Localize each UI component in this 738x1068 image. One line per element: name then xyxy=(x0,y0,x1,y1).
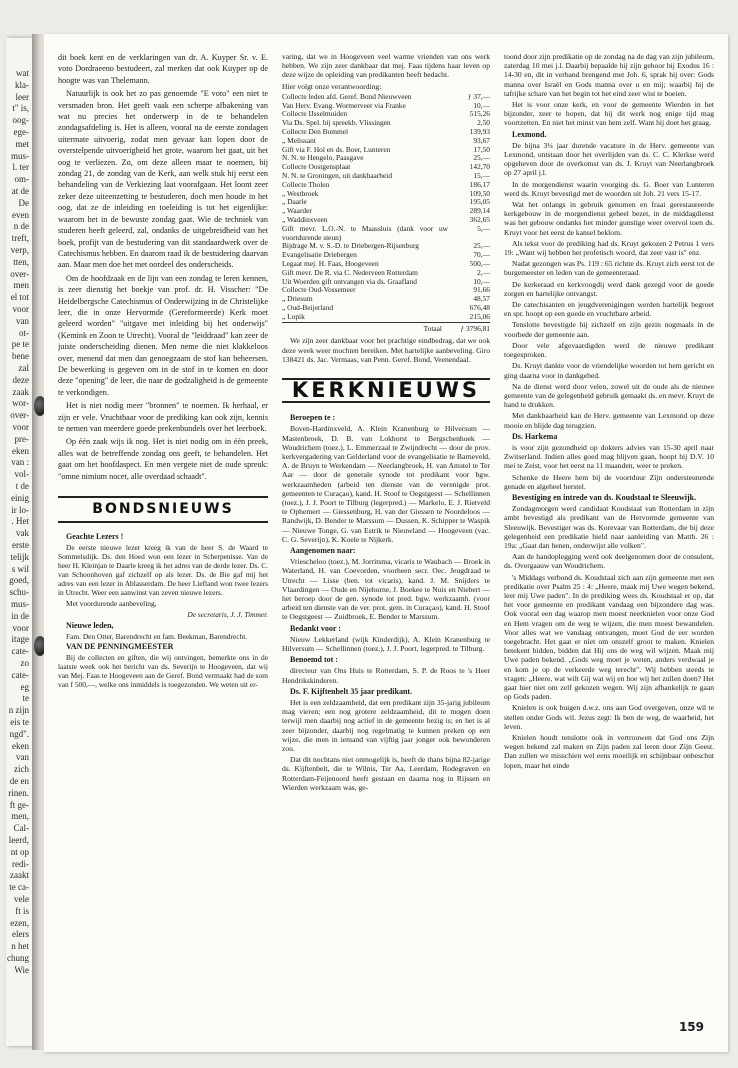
ledger-label: Bijdrage M. v. S.-D. te Driebergen-Rijsenburg xyxy=(282,241,419,251)
paragraph: Schenke de Heere hem bij de voortduur Zijn ondersteunende genade en algeheel herstel. xyxy=(504,472,714,491)
previous-page-text-fragment: voor xyxy=(12,622,29,633)
previous-page-text-fragment: kla- xyxy=(15,79,29,90)
signature: De secretaris, J. J. Timmer. xyxy=(187,609,268,619)
previous-page-text-fragment: met xyxy=(15,138,29,149)
previous-page-edge xyxy=(6,38,32,1046)
ledger-label: Evangelisatie Driebergen xyxy=(282,250,357,260)
previous-page-text-fragment: zo xyxy=(20,658,29,668)
previous-page-text-fragment: nt op xyxy=(10,846,29,857)
ledger-label: Collecte Oud-Vossemeer xyxy=(282,285,356,295)
ledger-label: Collecte Tholen xyxy=(282,179,330,189)
ledger-label: „ Waddinxveen xyxy=(282,214,328,224)
ledger-amount: 362,65 xyxy=(469,214,490,224)
previous-page-text-fragment: zaak xyxy=(12,386,29,397)
previous-page-text-fragment: leerd, xyxy=(8,835,29,845)
ledger-amount: 10,— xyxy=(473,276,490,286)
paragraph: Door vele afgevaardigden werd de nieuwe predikant toegesproken. xyxy=(504,340,714,360)
previous-page-text-fragment: om- xyxy=(14,174,29,185)
previous-page-text-fragment: cate- xyxy=(11,669,29,680)
ledger-amount: 93,67 xyxy=(473,135,490,145)
ledger-label: Via Ds. Spel. bij spreekb. Vlissingen xyxy=(282,118,391,128)
previous-page-text-fragment: schu- xyxy=(9,587,29,598)
previous-page-text-fragment: te xyxy=(22,693,29,704)
ledger-label: Uit Woerden gift ontvangen via ds. Graafland xyxy=(282,276,417,286)
ledger-row xyxy=(282,286,490,295)
previous-page-text-fragment: in de xyxy=(11,610,29,621)
ledger-label: „ Oud-Beijerland xyxy=(282,302,334,312)
previous-page-text-fragment: redi- xyxy=(12,858,29,869)
paragraph: Met dankbaarheid kan de Herv. gemeente van Lexmond op deze mooie en blijde dag terugzien. xyxy=(504,411,714,430)
ledger-amount: 25,— xyxy=(473,153,490,163)
benoemd-heading: Benoemd tot : xyxy=(290,655,338,665)
column-1 xyxy=(58,52,268,992)
penningmeester-heading: VAN DE PENNINGMEESTER xyxy=(66,642,174,652)
previous-page-text-fragment: t de xyxy=(15,481,29,491)
paragraph: Na de dienst werd door velen, zowel uit de oude als de nieuwe gemeente van de gelegenheid gebruik gemaakt ds. en mevr. Kruyt de hand te drukken. xyxy=(504,381,714,410)
previous-page-text-fragment: van xyxy=(16,315,29,326)
ledger-amount: 2,— xyxy=(477,267,490,277)
previous-page-text-fragment: zich xyxy=(14,764,29,775)
previous-page-text-fragment: eken xyxy=(12,445,29,456)
kerknieuws-heading: KERKNIEUWS xyxy=(282,378,490,403)
paragraph: Het is niet nodig meer "bronnen" te noemen. Ik herhaal, er zijn er vele. Vruchtbaar voor de prediking kan ook zijn, kennis te nemen van meerdere goede prekenbundels over het leerboek. xyxy=(58,401,268,433)
previous-page-text-fragment: chung xyxy=(7,953,29,963)
paragraph: Als tekst voor de prediking had ds. Kruyt gekozen 2 Petrus 1 vers 19: „Want wij hebben het profetisch woord, dat zeer vast is" enz. xyxy=(504,238,714,258)
ledger-label: Van Herv. Evang. Wormerveer via Franke xyxy=(282,100,406,110)
previous-page-text-fragment: oog- xyxy=(12,115,29,126)
previous-page-text-fragment: voor xyxy=(12,422,29,432)
previous-page-text-fragment: bene xyxy=(12,351,29,362)
bondsnieuws-heading: BONDSNIEUWS xyxy=(58,496,268,523)
paragraph: is voor zijn gezondheid op dokters advies van 15-30 april naar Zwitserland. Indien alles goed mag blijven gaan, hoopt hij D.V. 10 mei te Zeist, voor het eerst na 11 maanden, weer te preken. xyxy=(504,442,714,471)
ledger-amount: 10,— xyxy=(473,100,490,110)
paragraph: Natuurlijk is ook het zo pas genoemde "E voto" een niet te versmaden bron. Het geeft vaak een scherpe afbakening van wat nu precies het onderwerp in de te behandelen zondagsafdeling is. Het is alleen, vooral na de eerste zondagen uitermate uitvoerig, zodat men gevaar kan lopen door de overstelpende uitvoerigheid het grote, waarom het gaat, uit het oog te verliezen. Zo, om deze alleen maar te noemen, bij zondag 21, de zondag van de Kerk, aan welk stuk hij eerst een behandeling van de Verkiezing laat voorafgaan. Het loont zeer zeker deze uiteenzetting te bestuderen, doch men houde in het oog, dat ze de inleiding en toeleiding is tot het eigenlijke: waarom het in de bewuste zondag gaat. Wie de techniek van studeren heeft geleerd, zal, ondanks de uitgebreidheid van het boek, profijt van de bestudering van dit standaardwerk over de Catechismus hebben. En daarom raad ik de bestudering daarvan aan. Maar men doe het met oordeel des onderscheids. xyxy=(58,89,268,270)
previous-page-text-fragment: n zijn xyxy=(8,705,29,716)
paragraph: Knielen is ook buigen d.w.z. ons aan God overgeven, onze wil te stellen onder Gods wil. Jezus zegt: Ik ben de weg, de waarheid, het leven. xyxy=(504,703,714,731)
ledger-label: „ Driesum xyxy=(282,294,313,304)
nieuwe-leden-heading: Nieuwe leden, xyxy=(66,620,114,630)
previous-page-text-fragment: ft is xyxy=(15,905,29,916)
paragraph: Op één zaak wijs ik nog. Het is niet nodig om in één preek, alles wat de betreffende zondag ons geeft, te behandelen. Het gaat om het hoofdaspect. En men vergete niet de oude spreuk: "omne nimium nocet, alle overdaad schaadt". xyxy=(58,437,268,481)
ledger-label: „ Melissant xyxy=(282,135,316,145)
previous-page-text-fragment: s wil xyxy=(11,563,29,574)
previous-page-text-fragment: einig xyxy=(11,492,29,503)
previous-page-text-fragment: ezen, xyxy=(10,917,29,928)
paragraph: Knielen houdt tenslotte ook in vertrouwen dat God ons Zijn wegen bekend zal maken en Zijn paden zal leren door Zijn Geest. Dan zullen we misschien wel eens moeilijk en schijnbaar onbeschut lopen, maar het einde xyxy=(504,733,714,770)
ledger-label: Collecte Den Bommel xyxy=(282,127,349,136)
paragraph: In de morgendienst waarin voorging ds. G. Boer van Lunteren werd ds. Kruyt bevestigd met de woorden uit Joh. 21 vers 15-17. xyxy=(504,179,714,198)
previous-page-text-fragment: zal xyxy=(18,363,29,373)
ledger-row xyxy=(282,190,490,199)
previous-page-text-fragment: over- xyxy=(10,410,29,421)
ledger-total-label: Totaal xyxy=(282,322,448,333)
previous-page-text-fragment: pe te xyxy=(11,339,29,350)
ledger-label: N. N. te Hengelo, Paasgave xyxy=(282,153,364,163)
paragraph: Bij de collecten en giften, die wij ontvingen, bemerkte ons in de laatste week ook het bericht van ds. Severijn te Hoogeveen, dat wij van Mej. Faas te Hoogeveen aan de Geref. Bond vermaakt had de som van f 500,—, welke ons inmiddels is toegezonden. We weten uit er- xyxy=(58,653,268,690)
previous-page-text-fragment: eis te xyxy=(10,717,29,727)
column-3 xyxy=(504,52,714,992)
ledger-amount: 17,50 xyxy=(473,144,490,154)
paragraph: De eerste nieuwe lezer kreeg ik van de heer S. de Waard te Sommelsdijk. Ds. den Hoed won een lezer in Scherpenisse. Van de heer H. Kleinjan te Daarle kreeg ik het adres van de derde lezer. Ds. C. van Schoonhoven gaf zichzelf op als lezer. Ds. de Bie gaf mij het adres van een lezer in Ablasserdam. De heer Liefland won twee lezers in Utrecht. Weer een aanwinst van zeven nieuwe lezers. xyxy=(58,543,268,597)
previous-page-text-fragment: voor xyxy=(12,304,29,314)
previous-page-text-fragment: vele xyxy=(14,894,29,904)
ledger-label: N. N. te Groningen, uit dankbaarheid xyxy=(282,170,393,180)
ledger-amount: 195,05 xyxy=(469,197,490,207)
previous-page-text-fragment: te ca- xyxy=(9,882,29,893)
previous-page-text-fragment: even xyxy=(12,209,29,220)
paragraph: dit boek kent en de verklaringen van dr. A. Kuyper Sr. v. E. voto Dordraeeno bestudeert, zal merken dat ook Kuyper op de hoogte was van Thelemann. xyxy=(58,53,268,85)
paragraph: directeur van Ons Huis te Rotterdam, S. P. de Roos te 's Heer Hendrikskinderen. xyxy=(282,666,490,685)
previous-page-text-fragment: deze xyxy=(12,374,29,385)
previous-page-text-fragment: eken xyxy=(12,740,29,751)
ledger-row xyxy=(282,225,490,243)
ledger-row xyxy=(282,198,490,207)
ledger-amount: 48,57 xyxy=(473,294,490,304)
ledger-label: Legaat mej. H. Faas, Hoogeveen xyxy=(282,258,379,268)
jubileum-heading: Ds. F. Kijftenbelt 35 jaar predikant. xyxy=(290,686,413,696)
previous-page-text-fragment: t" is, xyxy=(12,103,29,114)
previous-page-text-fragment: pre- xyxy=(14,433,29,444)
paragraph: Dat dit nochtans niet onmogelijk is, heeft de thans bijna 82-jarige ds. Kijftenbelt, die te Wilnis, Ter Aa, Leerdam, Rodegraven en Rotterdam-Feijenoord heeft gestaan en daarna nog in Rijssen en Wierden werkzaam was, ge- xyxy=(282,755,490,792)
previous-page-text-fragment: de en xyxy=(9,776,29,786)
paragraph: Zondagmorgen werd candidaat Koudstaal van Rotterdam in zijn ambt bevestigd als predikant van de Hervormde gemeente van Sleeuwijk. Bevestiger was ds. Korevaar van Rotterdam, die bij deze gelegenheid een predikatie hield naar aanleiding van Matth. 26 : 19a: „Gaat dan henen, onderwijst alle volken". xyxy=(504,504,714,550)
binding-gutter xyxy=(32,34,44,1050)
previous-page-text-fragment: mus- xyxy=(11,599,29,609)
paragraph: Het is een zeldzaamheid, dat een predikant zijn 35-jarig jubileum mag vieren; een nog grotere zeldzaamheid, dit te mogen doen terwijl men daarbij nog actief in de gemeente bezig is; en het is al zeer bijzonder, daarbij nog regelmatig te kunnen preken op een wijze, die men in iemand van vijftig jaar jonger ook bewonderen zou. xyxy=(282,698,490,754)
ledger-amount: 215,06 xyxy=(469,311,490,321)
aangenomen-heading: Aangenomen naar: xyxy=(290,545,356,555)
ledger-amount: 91,66 xyxy=(473,285,490,295)
previous-page-text-fragment: rinen. xyxy=(8,787,29,798)
previous-page-text-fragment: itage xyxy=(11,634,29,645)
ledger-amount: 289,14 xyxy=(469,206,490,216)
beroepen-heading: Beroepen te : xyxy=(290,413,336,423)
previous-page-text-fragment: wor- xyxy=(12,398,29,409)
paragraph: 's Middags verbond ds. Koudstaal zich aan zijn gemeente met een predikatie over Psalm 25 : 4: „Heere, maak mij Uwe wegen bekend, leer mij Uwe paden". In de prediking wees ds. Koudstaal er op, dat het voor gemeente en predikant vandaag een bijzondere dag was. Ook vooral een dag waarop men moest neerknielen voor onze God en Hem vragen om de weg te wijzen, die men moest bewandelen. Voor alles wat we vandaag ontvangen, moet God de eer worden toegebracht. Het gaat er niet om onszelf groot te maken. Knielen betekent bidden, bidden dat Hij ons de weg wil wijzen. Maak mij Uwe paden bekend. „Gods weg moet je weten, anders verdwaal je en kom je op de verkeerde weg terecht". Wij hebben steeds te vragen: „Heere, wat wilt Gij wat wij en hoe wij het zullen doen? Het gaat hier niet om zelf gekozen wegen. Wij zijn afhankelijk te gaan op Gods paden. xyxy=(504,572,714,702)
ledger-row xyxy=(282,313,490,322)
previous-page-text-fragment: l. ter xyxy=(12,162,29,173)
ledger-label: „ Lopik xyxy=(282,311,305,321)
ledger-amount: 15,— xyxy=(473,170,490,180)
bevestiging-heading: Bevestiging en intrede van ds. Koudstaal te Sleeuwijk. xyxy=(512,492,697,502)
ledger-amount: 139,93 xyxy=(469,127,490,136)
previous-page-text-fragment: men xyxy=(13,280,29,291)
ledger-amount: ƒ 37,— xyxy=(467,91,490,101)
ledger-amount: 500,— xyxy=(469,258,490,268)
previous-page-text-fragment: elers xyxy=(12,929,29,940)
ledger-amount: 70,— xyxy=(473,250,490,260)
previous-page-text-fragment: van : xyxy=(11,457,29,468)
paragraph: Ds. Kruyt dankte voor de vriendelijke woorden tot hem gericht en ging daarna voor in dankgebed. xyxy=(504,361,714,380)
previous-page-text-fragment: men, xyxy=(11,811,29,822)
ledger-amount: 515,26 xyxy=(469,109,490,119)
previous-page-text-fragment: ir lo- xyxy=(11,504,29,515)
previous-page-text-fragment: treft, xyxy=(11,233,29,244)
ledger-amount: 109,50 xyxy=(469,188,490,198)
previous-page-text-fragment: Wie xyxy=(14,964,29,975)
previous-page-text-fragment: ngd". xyxy=(9,728,29,739)
paragraph: Om de hoofdzaak en de lijn van een zondag te leren kennen, is zeer dienstig het boekje van prof. dr. H. Visscher: "De Heidelbergsche Catechismus of Onderwijzing in de Christelijke leer, die in onze Hervormde (Gereformeerde) Kerk moet geleerd worden" "uitgave met inleiding bij het onderwijs" (Kemink en Zoon te Utrecht). Vooral de "leiddraad" kan zeer de juiste onderscheiding dienen. Men neme die niet klakkeloos over, menend dat men dan genoegzaam de stof kan beheersen. De bewerking is gegeven om in de stof in te komen en door deze "opening" de leer, die naar de godzaligheid is de gemeente te verkondigen. xyxy=(58,273,268,397)
ledger-total-amount: ƒ 3796,81 xyxy=(448,322,490,333)
lexmond-heading: Lexmond. xyxy=(512,129,547,139)
paragraph: De catechisanten en jeugdverenigingen werden hartelijk begroet en spr. hoopt op een goede en vruchtbare arbeid. xyxy=(504,300,714,319)
previous-page-text-fragment: el tot xyxy=(10,292,29,303)
previous-page-text-fragment: wat xyxy=(16,68,29,78)
paragraph: Tenslotte bevestigde hij zichzelf en zijn gezin nogmaals in de voorbede der gemeente aan. xyxy=(504,320,714,339)
previous-page-text-fragment: leer xyxy=(15,91,29,102)
harkema-heading: Ds. Harkema xyxy=(512,431,558,441)
ledger-table xyxy=(282,93,490,334)
closing-line: Met voordurende aanbeveling, xyxy=(66,598,157,608)
previous-page-text-fragment: cate- xyxy=(11,646,29,657)
previous-page-text-fragment: eg xyxy=(20,681,29,692)
previous-page-text-fragment: ot- xyxy=(19,327,29,338)
ledger-row xyxy=(282,304,490,313)
ledger-label: Collecte leden afd. Geref. Bond Nieuwveen xyxy=(282,91,412,101)
paragraph: toond door zijn predikatie op de zondag na de dag van zijn jubileum, zaterdag 10 mei j.l. Daarbij bepaalde hij zijn gehoor bij Exodus 16 : 14-30 en, dit in verband brengend met Joh. 6, sprak hij over: Gods manna over Israël en Gods manna over u en mij; waarbij hij de tafrijke schare van het begin tot het eind zeer wist te boeien. xyxy=(504,52,714,98)
paragraph: De bijna 3¼ jaar durende vacature in de Herv. gemeente van Lexmond, ontstaan door het overlijden van ds. C. C. Klerkse werd opgeheven door de overkomst van ds. J. Kruyt van Neerlangbroek op 27 april j.l. xyxy=(504,140,714,178)
ledger-label: Collecte IJsselmuiden xyxy=(282,109,348,119)
previous-page-text-fragment: ft ge- xyxy=(9,799,29,810)
previous-page-text-fragment: n het xyxy=(11,941,29,952)
ledger-amount: 142,70 xyxy=(469,162,490,172)
previous-page-text-fragment: ege- xyxy=(13,127,29,137)
previous-page-text-fragment: tten, xyxy=(13,256,29,267)
paragraph: Nadat gezongen was Ps. 119 : 65 richtte ds. Kruyt zich eerst tot de burgemeester en leden van de gemeenteraad. xyxy=(504,259,714,278)
column-2 xyxy=(282,52,490,992)
previous-page-text-fragment: n de xyxy=(13,221,29,232)
previous-page-text-fragment: erste xyxy=(12,540,29,550)
paragraph: varing, dat we in Hoogeveen veel warme vrienden van ons werk hebben. We zijn zeer dankbaar dat mej. Faas tijdens haar leven op deze wijze de opleiding van predikanten heeft bedacht. xyxy=(282,52,490,80)
ledger-amount: 186,17 xyxy=(469,179,490,189)
paragraph: Nieuw Lekkerland (wijk Kinderdijk), A. Klein Kranenburg te Hilversum — Schellinnen (toez.), J. J. Poort, legerpred. te Tilburg. xyxy=(282,634,490,654)
previous-page-text-fragment: . Het xyxy=(11,516,29,527)
previous-page-text-fragment: verp, xyxy=(10,245,29,255)
ledger-label: Gift mevr. L.O.-N. te Maassluis (dank voor uw voortdurende steun) xyxy=(282,223,448,242)
paragraph: Het is voor onze kerk, en voor de gemeente Wierden in het bijzonder, zeer te hopen, dat hij dit werk nog enige tijd mag voortzetten. En niet het minst van hem zelf. Want hij doet het graag. xyxy=(504,100,714,128)
bedankt-heading: Bedankt voor : xyxy=(290,623,341,633)
paragraph: We zijn zeer dankbaar voor het prachtige eindbedrag, dat we ook deze week weer mochten bereiken. Met hartelijke aanbeveling. Giro 138421 ds. Jac. Vermaas, van Penn. Geref. Bond, Veenendaal. xyxy=(282,336,490,364)
ledger-amount: 2,50 xyxy=(477,118,490,128)
previous-page-text-fragment: De xyxy=(18,197,29,208)
paragraph: Vriescheloo (toez.), M. Jorritsma, vicaris te Waubach — Broek in Waterland, H. van Coevorden, voorheen secr. Oec. Jeugdraad te Utrecht — Lisse (ben. tot vicaris), kand. J. M. Snijders te Vlaardingen — Oude en Nijehorne, J. Boekee te Nuis en Niebert — het beroep door de gen. synode tot pred. bgw. werkzaamh. (voor arbeid ten dienste van de ver. prot. gem. in Curaçao), kand. H. Stoof te Oegstgeest — Zuidbroek, E. Bender te Marssum. xyxy=(282,557,490,622)
ledger-label: „ Waarder xyxy=(282,206,312,216)
ledger-amount: 25,— xyxy=(473,241,490,251)
previous-page-text-fragment: mus- xyxy=(11,150,29,161)
ledger-label: Gift via F. Hol en ds. Boer, Lunteren xyxy=(282,144,391,154)
ledger-amount: 5,— xyxy=(477,223,490,233)
previous-page-text-fragment: zaakt xyxy=(10,870,29,881)
magazine-page xyxy=(44,34,728,1052)
paragraph: Fam. Den Otter, Barendrecht en fam. Beekman, Barendrecht. xyxy=(66,631,248,641)
ledger-label: Collecte Oostgensplaat xyxy=(282,162,351,172)
previous-page-text-fragment: telijk xyxy=(10,551,29,562)
paragraph: Wat het onlangs in gebruik genomen en fraai gerestaureerde kerkgebouw in de morgendienst geheel bezet, in de middagdienst was het gebouw ondanks het minder gunstige weer overvol toen ds. Kruyt voor het eerst de kansel beklom. xyxy=(504,200,714,237)
ledger-label: Gift mevr. De R. via C. Nederveen Rotterdam xyxy=(282,267,418,277)
paragraph: Aan de handoplegging werd ook deelgenomen door de consulent, ds. Overgaauw van Woudrichem. xyxy=(504,552,714,571)
previous-page-text-fragment: over- xyxy=(10,268,29,279)
paragraph: Boven-Hardinxveld, A. Klein Kranenburg te Hilversum — Mastenbroek, D. B. van Lokhorst te Bergschenhoek — Woudrichem (toez.), L. Emmerzaal te Zwijndrecht — door de prov. kerkvergadering van Gelderland voor de evangelisatie te Barneveld, A. de Bruyn te Werkendam — Neerlangbroek, H. van Amstel te Ter Aar — door de generale synode tot predikant voor bgw. werkzaamheden (arbeid ten dienste van de verenigde prot. gemeenten te Curaçao), kand. H. Stoof te Oegstgeest — Schellinnen (toez.), J. J. Poort te Tilburg (legerpred.) — Markelo, E. J. Rietveld te Ophemert — Giessenburg, H. van der Giessen te Noordeloos — Randwijk, D. Bender te Marssum — Dussen, K. Schipper te Waspik — Nieuwe Tonge, G. van Estrik te Nieuwland — Hoogeveen (vac. C. G. Severijn), K. Koele te Nijkerk. xyxy=(282,424,490,544)
ledger-intro: Hier volgt onze verantwoording: xyxy=(282,81,382,91)
ledger-amount: 676,48 xyxy=(469,302,490,312)
ledger-label: „ Westbroek xyxy=(282,188,319,198)
geachte-lezers-heading: Geachte Lezers ! xyxy=(66,532,124,542)
paragraph: De kerkeraad en kerkvoogdij werd dank gezegd voor de goede zorgen en hartelijke ontvangst. xyxy=(504,279,714,298)
page-number: 159 xyxy=(678,1020,704,1034)
previous-page-text-fragment: van xyxy=(16,752,29,763)
previous-page-text-fragment: at de xyxy=(11,186,29,196)
previous-page-text-fragment: Cal- xyxy=(13,823,29,834)
previous-page-text-fragment: vak xyxy=(16,528,29,539)
previous-page-text-fragment: goed, xyxy=(9,575,29,586)
previous-page-text-fragment: vol- xyxy=(14,469,29,480)
ledger-label: „ Daarle xyxy=(282,197,307,207)
